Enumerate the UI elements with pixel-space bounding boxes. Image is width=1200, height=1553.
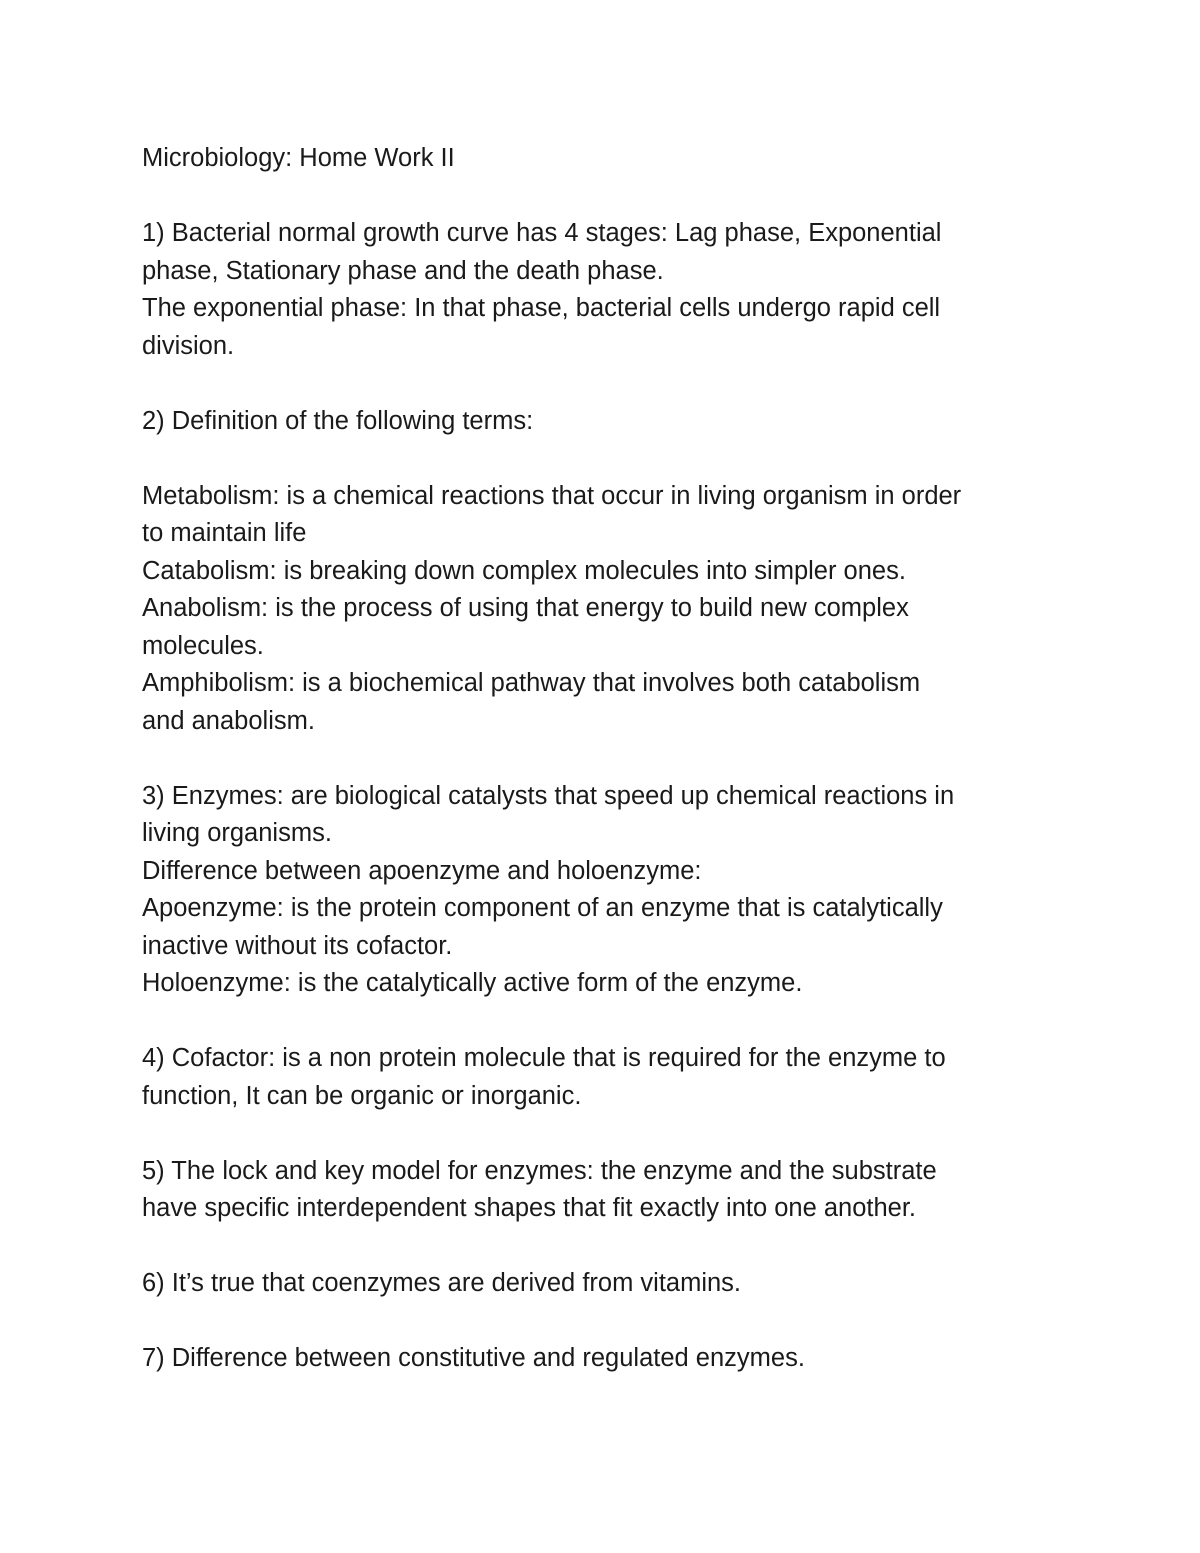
question-4-line-2: function, It can be organic or inorganic. <box>142 1081 582 1110</box>
question-1-line-1: 1) Bacterial normal growth curve has 4 stages: Lag phase, Exponential <box>142 219 942 247</box>
question-4 <box>142 1040 1072 1115</box>
question-3 <box>142 778 1072 1003</box>
question-5-line-2: have specific interdependent shapes that fit exactly into one another. <box>142 1194 917 1222</box>
question-3-line-1: 3) Enzymes: are biological catalysts that speed up chemical reactions in <box>142 781 955 810</box>
anabolism-definition-line-1: Anabolism: is the process of using that energy to build new complex <box>142 594 909 622</box>
blank-line <box>142 365 1072 403</box>
document-body <box>142 140 1072 1378</box>
question-1 <box>142 215 1072 365</box>
question-2 <box>142 403 1072 741</box>
question-5 <box>142 1153 1072 1228</box>
blank-line <box>142 1228 1072 1266</box>
question-4-line-1: 4) Cofactor: is a non protein molecule that is required for the enzyme to <box>142 1044 946 1072</box>
question-3-line-6: Holoenzyme: is the catalytically active form of the enzyme. <box>142 969 803 997</box>
blank-line <box>142 440 1072 478</box>
anabolism-definition-line-2: molecules. <box>142 631 264 660</box>
question-1-line-3: The exponential phase: In that phase, bacterial cells undergo rapid cell <box>142 294 941 322</box>
question-1-line-2: phase, Stationary phase and the death phase. <box>142 256 664 285</box>
blank-line <box>142 740 1072 778</box>
question-1-line-4: division. <box>142 331 235 360</box>
blank-line <box>142 1115 1072 1153</box>
question-7 <box>142 1340 1072 1378</box>
metabolism-definition-line-1: Metabolism: is a chemical reactions that occur in living organism in order <box>142 481 962 510</box>
catabolism-definition: Catabolism: is breaking down complex molecules into simpler ones. <box>142 556 906 585</box>
metabolism-definition-line-2: to maintain life <box>142 519 307 547</box>
question-3-line-5: inactive without its cofactor. <box>142 931 453 960</box>
question-3-line-3: Difference between apoenzyme and holoenzyme: <box>142 856 702 885</box>
question-3-line-4: Apoenzyme: is the protein component of an enzyme that is catalytically <box>142 894 943 922</box>
question-6 <box>142 1265 1072 1303</box>
question-2-heading: 2) Definition of the following terms: <box>142 406 534 435</box>
question-3-line-2: living organisms. <box>142 819 332 847</box>
question-5-line-1: 5) The lock and key model for enzymes: the enzyme and the substrate <box>142 1156 937 1185</box>
question-7-line-1: 7) Difference between constitutive and regulated enzymes. <box>142 1344 805 1372</box>
blank-line <box>142 178 1072 216</box>
question-6-line-1: 6) It’s true that coenzymes are derived from vitamins. <box>142 1269 742 1297</box>
blank-line <box>142 1303 1072 1341</box>
blank-line <box>142 1003 1072 1041</box>
amphibolism-definition-line-1: Amphibolism: is a biochemical pathway that involves both catabolism <box>142 669 921 697</box>
amphibolism-definition-line-2: and anabolism. <box>142 706 315 735</box>
document-title: Microbiology: Home Work II <box>142 144 455 172</box>
